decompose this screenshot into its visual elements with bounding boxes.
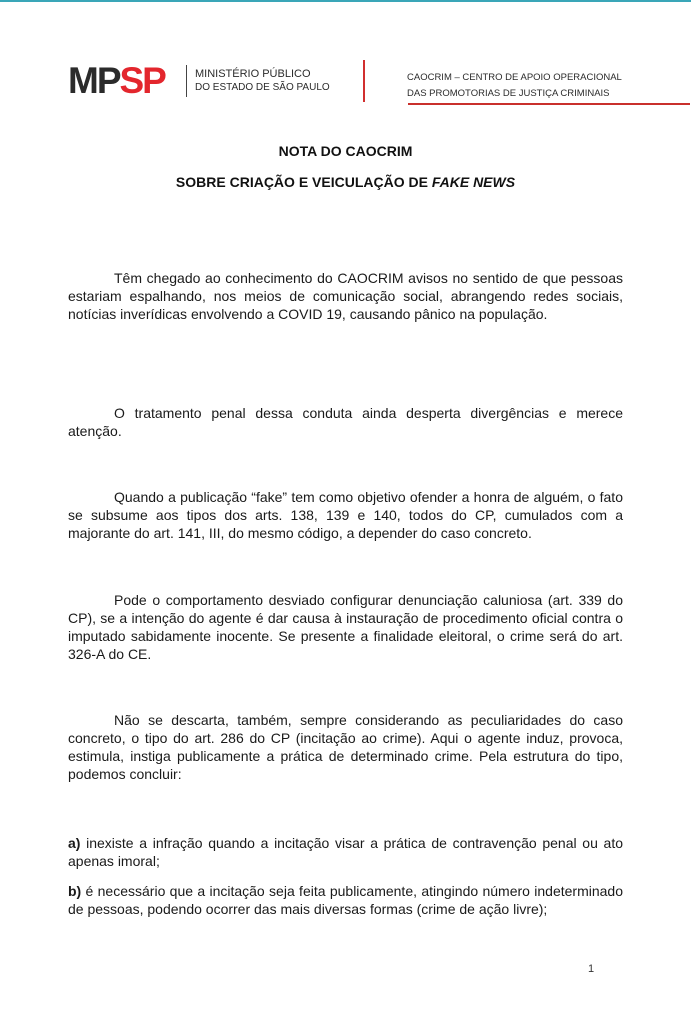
list-item-b-text: é necessário que a incitação seja feita publicamente, atingindo número indeterminado de pessoas, podendo ocorrer das mais diversas formas (crime de ação livre); — [68, 883, 623, 917]
org-name — [195, 67, 330, 95]
logo-sp: SP — [119, 60, 165, 101]
list-item-b — [68, 882, 623, 918]
logo-divider — [186, 65, 187, 97]
logo-mp: MP — [68, 60, 120, 101]
caocrim-name — [407, 70, 622, 102]
top-border-line — [0, 0, 691, 2]
subtitle-italic: FAKE NEWS — [431, 174, 516, 190]
header-underline — [408, 103, 690, 105]
subtitle-prefix: SOBRE CRIAÇÃO E VEICULAÇÃO DE — [175, 174, 432, 190]
mpsp-logo — [68, 60, 165, 101]
list-item-a — [68, 834, 623, 870]
caocrim-line2: DAS PROMOTORIAS DE JUSTIÇA CRIMINAIS — [407, 88, 610, 99]
paragraph-3: Quando a publicação “fake” tem como objetivo ofender a honra de alguém, o fato se subsume aos tipos dos arts. 138, 139 e 140, todos do CP, cumulados com a majorante do art. 141, III, do mesmo código, a depender do caso concreto. — [68, 489, 623, 541]
paragraph-5: Não se descarta, também, sempre considerando as peculiaridades do caso concreto, o tipo do art. 286 do CP (incitação ao crime). Aqui o agente induz, provoca, estimula, instiga publicamente a prática de determinado crime. Pela estrutura do tipo, podemos concluir: — [68, 712, 623, 782]
list-item-a-marker: a) — [68, 835, 81, 851]
list-item-b-marker: b) — [68, 883, 82, 899]
document-title: NOTA DO CAOCRIM — [278, 143, 413, 159]
caocrim-line1: CAOCRIM – CENTRO DE APOIO OPERACIONAL — [407, 72, 622, 83]
list-item-a-text: inexiste a infração quando a incitação visar a prática de contravenção penal ou ato apenas imoral; — [68, 835, 623, 869]
paragraph-4: Pode o comportamento desviado configurar denunciação caluniosa (art. 339 do CP), se a intenção do agente é dar causa à instauração de procedimento oficial contra o imputado sabidamente inocente. Se presente a finalidade eleitoral, o crime será do art. 326-A do CE. — [68, 592, 623, 662]
page-number: 1 — [588, 963, 595, 975]
document-subtitle — [0, 174, 691, 190]
paragraph-1: Têm chegado ao conhecimento do CAOCRIM avisos no sentido de que pessoas estariam espalhando, nos meios de comunicação social, abrangendo redes sociais, notícias inverídicas envolvendo a COVID 19, causando pânico na população. — [68, 270, 623, 322]
org-name-line2: DO ESTADO DE SÃO PAULO — [195, 82, 330, 93]
paragraph-2: O tratamento penal dessa conduta ainda desperta divergências e merece atenção. — [68, 405, 623, 439]
letterhead — [68, 60, 622, 104]
org-name-line1: MINISTÉRIO PÚBLICO — [195, 68, 311, 80]
header-divider — [363, 60, 365, 102]
